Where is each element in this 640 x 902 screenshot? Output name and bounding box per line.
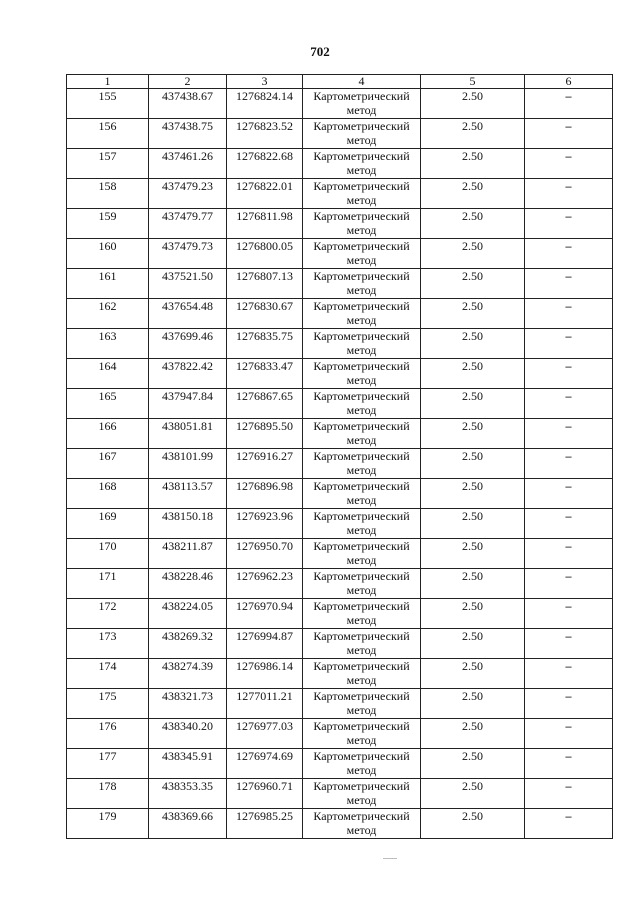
coordinate-y: 1276960.71 (227, 779, 303, 809)
coordinate-x: 438274.39 (149, 659, 227, 689)
method-line-1: Картометрический (313, 539, 410, 553)
table-row (67, 149, 613, 179)
point-number: 162 (67, 299, 149, 329)
table-row (67, 749, 613, 779)
coordinate-x: 438224.05 (149, 599, 227, 629)
method-line-1: Картометрический (313, 449, 410, 463)
determination-method (303, 539, 421, 569)
accuracy-value: 2.50 (421, 689, 525, 719)
coordinate-y: 1276830.67 (227, 299, 303, 329)
coordinate-x: 438228.46 (149, 569, 227, 599)
table-row (67, 629, 613, 659)
header-col-6: 6 (525, 75, 613, 89)
coordinate-y: 1276811.98 (227, 209, 303, 239)
method-line-1: Картометрический (313, 479, 410, 493)
coordinate-x: 437479.77 (149, 209, 227, 239)
coordinate-x: 438340.20 (149, 719, 227, 749)
point-number: 171 (67, 569, 149, 599)
method-line-2: метод (346, 463, 377, 477)
coordinate-x: 438211.87 (149, 539, 227, 569)
method-line-1: Картометрический (313, 809, 410, 823)
notes-dash: – (525, 719, 613, 749)
method-line-1: Картометрический (313, 149, 410, 163)
point-number: 165 (67, 389, 149, 419)
method-line-2: метод (346, 523, 377, 537)
determination-method (303, 569, 421, 599)
table-row (67, 389, 613, 419)
table-row (67, 479, 613, 509)
determination-method (303, 419, 421, 449)
notes-dash: – (525, 179, 613, 209)
method-line-1: Картометрический (313, 419, 410, 433)
notes-dash: – (525, 269, 613, 299)
notes-dash: – (525, 419, 613, 449)
coordinate-x: 437654.48 (149, 299, 227, 329)
table-row (67, 209, 613, 239)
method-line-1: Картометрический (313, 209, 410, 223)
determination-method (303, 299, 421, 329)
method-line-2: метод (346, 133, 377, 147)
table-row (67, 89, 613, 119)
point-number: 178 (67, 779, 149, 809)
table-row (67, 689, 613, 719)
method-line-2: метод (346, 253, 377, 267)
coordinate-x: 438369.66 (149, 809, 227, 839)
table-row (67, 269, 613, 299)
determination-method (303, 689, 421, 719)
notes-dash: – (525, 779, 613, 809)
coordinate-x: 438345.91 (149, 749, 227, 779)
notes-dash: – (525, 599, 613, 629)
accuracy-value: 2.50 (421, 149, 525, 179)
determination-method (303, 209, 421, 239)
table-row (67, 569, 613, 599)
coordinate-x: 438113.57 (149, 479, 227, 509)
header-col-1: 1 (67, 75, 149, 89)
method-line-2: метод (346, 673, 377, 687)
coordinate-x: 437479.23 (149, 179, 227, 209)
table-row (67, 119, 613, 149)
point-number: 161 (67, 269, 149, 299)
method-line-1: Картометрический (313, 719, 410, 733)
method-line-2: метод (346, 433, 377, 447)
determination-method (303, 179, 421, 209)
accuracy-value: 2.50 (421, 599, 525, 629)
point-number: 170 (67, 539, 149, 569)
determination-method (303, 89, 421, 119)
accuracy-value: 2.50 (421, 89, 525, 119)
method-line-1: Картометрический (313, 239, 410, 253)
coordinate-x: 438321.73 (149, 689, 227, 719)
coordinate-x: 438150.18 (149, 509, 227, 539)
table-row (67, 599, 613, 629)
coordinate-y: 1276986.14 (227, 659, 303, 689)
notes-dash: – (525, 659, 613, 689)
coordinate-y: 1276994.87 (227, 629, 303, 659)
table-row (67, 779, 613, 809)
determination-method (303, 449, 421, 479)
coordinate-y: 1277011.21 (227, 689, 303, 719)
coordinate-y: 1276835.75 (227, 329, 303, 359)
coordinate-x: 437438.67 (149, 89, 227, 119)
notes-dash: – (525, 809, 613, 839)
coordinate-x: 438051.81 (149, 419, 227, 449)
point-number: 168 (67, 479, 149, 509)
table-row (67, 299, 613, 329)
method-line-2: метод (346, 823, 377, 837)
method-line-1: Картометрический (313, 359, 410, 373)
coordinate-y: 1276823.52 (227, 119, 303, 149)
method-line-1: Картометрический (313, 749, 410, 763)
coordinate-y: 1276923.96 (227, 509, 303, 539)
table-row (67, 659, 613, 689)
method-line-1: Картометрический (313, 599, 410, 613)
point-number: 158 (67, 179, 149, 209)
method-line-2: метод (346, 613, 377, 627)
determination-method (303, 359, 421, 389)
notes-dash: – (525, 89, 613, 119)
point-number: 179 (67, 809, 149, 839)
method-line-1: Картометрический (313, 689, 410, 703)
coordinate-y: 1276974.69 (227, 749, 303, 779)
coordinate-x: 437521.50 (149, 269, 227, 299)
coordinate-y: 1276895.50 (227, 419, 303, 449)
accuracy-value: 2.50 (421, 779, 525, 809)
point-number: 173 (67, 629, 149, 659)
header-col-2: 2 (149, 75, 227, 89)
notes-dash: – (525, 449, 613, 479)
accuracy-value: 2.50 (421, 389, 525, 419)
determination-method (303, 269, 421, 299)
accuracy-value: 2.50 (421, 629, 525, 659)
accuracy-value: 2.50 (421, 569, 525, 599)
coordinate-y: 1276985.25 (227, 809, 303, 839)
determination-method (303, 599, 421, 629)
scan-artifact-mark (383, 858, 397, 859)
determination-method (303, 629, 421, 659)
accuracy-value: 2.50 (421, 539, 525, 569)
notes-dash: – (525, 119, 613, 149)
point-number: 169 (67, 509, 149, 539)
point-number: 163 (67, 329, 149, 359)
determination-method (303, 509, 421, 539)
table-header-row (67, 75, 613, 89)
notes-dash: – (525, 389, 613, 419)
coordinate-y: 1276916.27 (227, 449, 303, 479)
method-line-1: Картометрический (313, 299, 410, 313)
notes-dash: – (525, 629, 613, 659)
table-row (67, 179, 613, 209)
accuracy-value: 2.50 (421, 359, 525, 389)
accuracy-value: 2.50 (421, 809, 525, 839)
point-number: 159 (67, 209, 149, 239)
determination-method (303, 389, 421, 419)
notes-dash: – (525, 569, 613, 599)
coordinate-y: 1276800.05 (227, 239, 303, 269)
coordinate-x: 437438.75 (149, 119, 227, 149)
coordinate-y: 1276833.47 (227, 359, 303, 389)
point-number: 176 (67, 719, 149, 749)
method-line-2: метод (346, 793, 377, 807)
page-number: 702 (310, 44, 330, 59)
notes-dash: – (525, 509, 613, 539)
notes-dash: – (525, 689, 613, 719)
determination-method (303, 119, 421, 149)
method-line-2: метод (346, 283, 377, 297)
notes-dash: – (525, 539, 613, 569)
header-col-4: 4 (303, 75, 421, 89)
table-row (67, 449, 613, 479)
accuracy-value: 2.50 (421, 299, 525, 329)
notes-dash: – (525, 239, 613, 269)
table-row (67, 539, 613, 569)
coordinate-y: 1276822.68 (227, 149, 303, 179)
method-line-1: Картометрический (313, 179, 410, 193)
method-line-1: Картометрический (313, 659, 410, 673)
point-number: 155 (67, 89, 149, 119)
method-line-2: метод (346, 493, 377, 507)
determination-method (303, 659, 421, 689)
accuracy-value: 2.50 (421, 659, 525, 689)
method-line-1: Картометрический (313, 329, 410, 343)
accuracy-value: 2.50 (421, 119, 525, 149)
method-line-2: метод (346, 193, 377, 207)
table-row (67, 239, 613, 269)
method-line-1: Картометрический (313, 269, 410, 283)
coordinate-x: 437822.42 (149, 359, 227, 389)
coordinate-y: 1276977.03 (227, 719, 303, 749)
method-line-1: Картометрический (313, 389, 410, 403)
accuracy-value: 2.50 (421, 269, 525, 299)
accuracy-value: 2.50 (421, 509, 525, 539)
table-row (67, 359, 613, 389)
accuracy-value: 2.50 (421, 419, 525, 449)
coordinate-y: 1276950.70 (227, 539, 303, 569)
method-line-2: метод (346, 373, 377, 387)
header-col-5: 5 (421, 75, 525, 89)
method-line-1: Картометрический (313, 509, 410, 523)
coordinates-table (66, 74, 613, 839)
point-number: 177 (67, 749, 149, 779)
accuracy-value: 2.50 (421, 329, 525, 359)
determination-method (303, 809, 421, 839)
accuracy-value: 2.50 (421, 719, 525, 749)
method-line-1: Картометрический (313, 89, 410, 103)
notes-dash: – (525, 479, 613, 509)
notes-dash: – (525, 149, 613, 179)
coordinate-y: 1276867.65 (227, 389, 303, 419)
point-number: 175 (67, 689, 149, 719)
accuracy-value: 2.50 (421, 749, 525, 779)
coordinate-y: 1276807.13 (227, 269, 303, 299)
notes-dash: – (525, 209, 613, 239)
point-number: 167 (67, 449, 149, 479)
coordinate-x: 438353.35 (149, 779, 227, 809)
method-line-2: метод (346, 103, 377, 117)
table-row (67, 329, 613, 359)
table-row (67, 419, 613, 449)
accuracy-value: 2.50 (421, 479, 525, 509)
method-line-2: метод (346, 703, 377, 717)
coordinate-y: 1276824.14 (227, 89, 303, 119)
notes-dash: – (525, 329, 613, 359)
table-body (67, 89, 613, 839)
notes-dash: – (525, 299, 613, 329)
method-line-2: метод (346, 583, 377, 597)
point-number: 166 (67, 419, 149, 449)
point-number: 164 (67, 359, 149, 389)
table-row (67, 719, 613, 749)
method-line-2: метод (346, 553, 377, 567)
determination-method (303, 239, 421, 269)
point-number: 174 (67, 659, 149, 689)
method-line-2: метод (346, 733, 377, 747)
accuracy-value: 2.50 (421, 179, 525, 209)
coordinate-x: 437947.84 (149, 389, 227, 419)
coordinate-x: 438101.99 (149, 449, 227, 479)
determination-method (303, 149, 421, 179)
point-number: 156 (67, 119, 149, 149)
coordinate-x: 437699.46 (149, 329, 227, 359)
coordinate-y: 1276822.01 (227, 179, 303, 209)
method-line-2: метод (346, 403, 377, 417)
method-line-2: метод (346, 343, 377, 357)
table-row (67, 809, 613, 839)
header-col-3: 3 (227, 75, 303, 89)
point-number: 157 (67, 149, 149, 179)
accuracy-value: 2.50 (421, 239, 525, 269)
determination-method (303, 329, 421, 359)
method-line-2: метод (346, 223, 377, 237)
determination-method (303, 749, 421, 779)
notes-dash: – (525, 749, 613, 779)
coordinate-y: 1276970.94 (227, 599, 303, 629)
accuracy-value: 2.50 (421, 209, 525, 239)
accuracy-value: 2.50 (421, 449, 525, 479)
method-line-2: метод (346, 763, 377, 777)
table-row (67, 509, 613, 539)
determination-method (303, 479, 421, 509)
coordinate-x: 437479.73 (149, 239, 227, 269)
point-number: 160 (67, 239, 149, 269)
coordinate-x: 438269.32 (149, 629, 227, 659)
determination-method (303, 779, 421, 809)
method-line-2: метод (346, 643, 377, 657)
method-line-1: Картометрический (313, 119, 410, 133)
method-line-1: Картометрический (313, 779, 410, 793)
method-line-2: метод (346, 313, 377, 327)
method-line-2: метод (346, 163, 377, 177)
coordinate-y: 1276896.98 (227, 479, 303, 509)
notes-dash: – (525, 359, 613, 389)
coordinate-x: 437461.26 (149, 149, 227, 179)
determination-method (303, 719, 421, 749)
coordinate-y: 1276962.23 (227, 569, 303, 599)
method-line-1: Картометрический (313, 569, 410, 583)
method-line-1: Картометрический (313, 629, 410, 643)
point-number: 172 (67, 599, 149, 629)
